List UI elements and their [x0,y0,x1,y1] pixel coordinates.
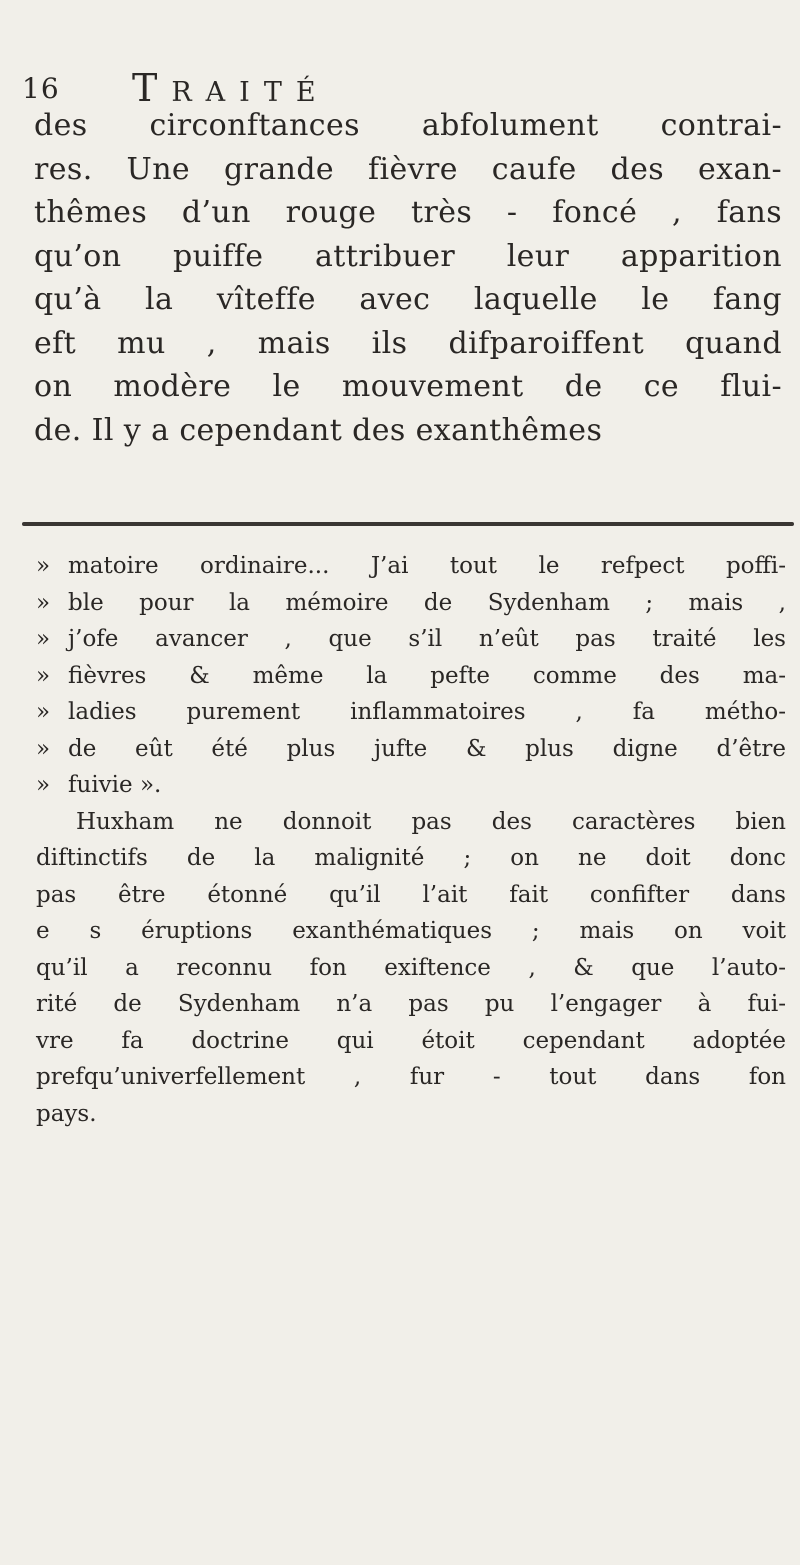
footnote-paragraph-line: Huxham ne donnoit pas des caractères bien [76,808,786,835]
quote-mark: » [36,626,51,652]
main-text-line: res. Une grande fièvre caufe des exan- [34,151,782,187]
main-text-line: qu’on puiffe attribuer leur apparition [34,238,782,274]
footnote-quoted-line: » j’ofe avancer , que s’il n’eût pas traité les [36,621,786,658]
quote-mark: » [36,662,51,689]
footnote-quoted-line: » de eût été plus jufte & plus digne d’être [36,731,786,768]
footnote-paragraph-line: vre fa doctrine qui étoit cependant adoptée [36,1027,786,1054]
footnote-quoted-line: » fièvres & même la pefte comme des ma- [36,658,786,695]
main-text [22,104,782,452]
footnote-quoted-line: » ble pour la mémoire de Sydenham ; mais , [36,585,786,622]
main-text-line: thêmes d’un rouge très - foncé , fans [34,195,782,230]
footnote-paragraph-line: e s éruptions exanthématiques ; mais on voit [36,918,786,944]
quote-mark: » [36,553,51,579]
main-text-line: eft mu , mais ils difparoiffent quand [34,325,782,361]
footnote [36,548,786,1132]
running-head [22,58,782,110]
footnote-paragraph-line: rité de Sydenham n’a pas pu l’engager à fui- [36,991,786,1017]
running-head-title: Traité [132,66,330,110]
footnote-paragraph-line: pas être étonné qu’il l’ait fait confifter dans [36,881,786,908]
quote-mark: » [36,589,51,616]
main-text-line: de. Il y a cependant des exanthêmes [34,412,603,448]
footnote-quoted-line: » ladies purement inflammatoires , fa métho- [36,694,786,731]
quote-mark: » [36,699,51,725]
main-text-line: on modère le mouvement de ce flui- [34,369,782,404]
footnote-quoted-line: » matoire ordinaire... J’ai tout le refpect poffi- [36,548,786,585]
main-text-line: des circonftances abfolument contrai- [34,108,782,143]
quote-mark: » [36,735,51,762]
footnote-separator-rule [22,522,794,526]
footnote-quoted-line: » fuivie ». [36,767,786,804]
footnote-paragraph-line: qu’il a reconnu fon exiftence , & que l’auto- [36,954,786,981]
footnote-paragraph-line: prefqu’univerfellement , fur - tout dans fon [36,1064,786,1090]
main-text-line: qu’à la vîteffe avec laquelle le fang [34,282,782,317]
page-number: 16 [22,72,60,105]
footnote-paragraph-line: diftinctifs de la malignité ; on ne doit donc [36,845,786,871]
quote-mark: » [36,772,51,798]
footnote-paragraph-line: pays. [36,1100,97,1127]
